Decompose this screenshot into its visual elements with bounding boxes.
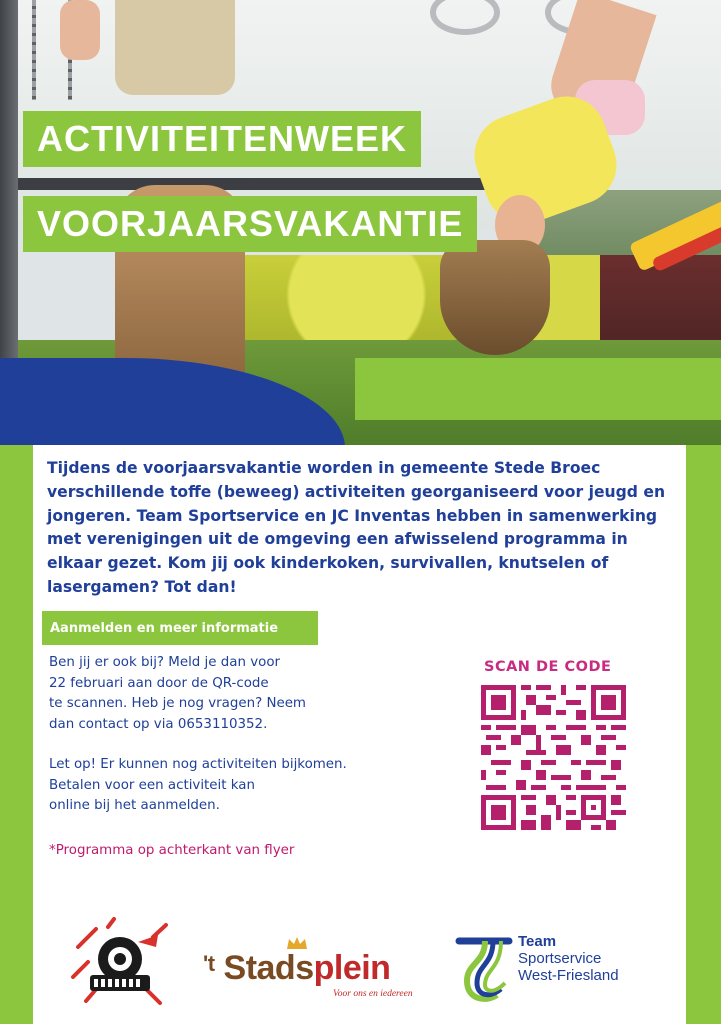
team-logo-line-1: Team: [518, 933, 557, 950]
info-line: dan contact op via 0653110352.: [49, 716, 268, 732]
qr-code-icon[interactable]: [481, 685, 626, 830]
stadsplein-wordmark: [203, 949, 390, 988]
swing-chain: [32, 0, 36, 100]
info-line: online bij het aanmelden.: [49, 798, 220, 814]
child-legs: [115, 0, 235, 95]
child-hands: [60, 0, 100, 60]
stadsplein-prefix: 't: [203, 951, 215, 976]
title-line-1: ACTIVITEITENWEEK: [23, 111, 421, 167]
info-paragraph-1: [49, 653, 449, 735]
stadsplein-word-b: plein: [313, 949, 391, 987]
program-note: *Programma op achterkant van flyer: [49, 843, 295, 858]
intro-text: Tijdens de voorjaarsvakantie worden in gemeente Stede Broec verschillende toffe (beweeg) activiteiten georganiseerd voor jeugd en jongeren. Team Sportservice en JC Inventas hebben in samenwerking met verenigingen uit de omgeving een afwisselend programma in elkaar gezet. Kom jij ook kinderkoken, survivallen, knutselen of lasergamen? Tot dan!: [47, 459, 666, 596]
team-sportservice-logo: [455, 927, 655, 1017]
team-sportservice-mark-icon: [455, 933, 513, 1013]
info-heading: Aanmelden en meer informatie: [42, 611, 318, 645]
content-card: [33, 445, 686, 1024]
info-line: Let op! Er kunnen nog activiteiten bijkomen.: [49, 757, 347, 772]
info-paragraph-2: [49, 755, 449, 817]
title-line-2: VOORJAARSVAKANTIE: [23, 196, 477, 252]
green-band: [355, 358, 721, 420]
scan-label: SCAN DE CODE: [484, 659, 612, 675]
info-line: Ben jij er ook bij? Meld je dan voor: [49, 655, 281, 670]
team-logo-line-2: Sportservice: [518, 950, 602, 967]
stadsplein-tagline: Voor ons en iedereen: [333, 989, 413, 999]
info-line: Betalen voor een activiteit kan: [49, 777, 255, 793]
info-line: te scannen. Heb je nog vragen? Neem: [49, 696, 306, 712]
climbing-frame-beam: [0, 178, 500, 190]
team-logo-line-3: West-Friesland: [518, 967, 619, 984]
jc-inventas-logo-icon: [68, 917, 173, 1007]
stadsplein-word-a: Stads: [223, 949, 314, 987]
stadsplein-logo: [203, 935, 443, 1005]
info-line: 22 februari aan door de QR-code: [49, 675, 269, 691]
child-hair: [440, 240, 550, 355]
